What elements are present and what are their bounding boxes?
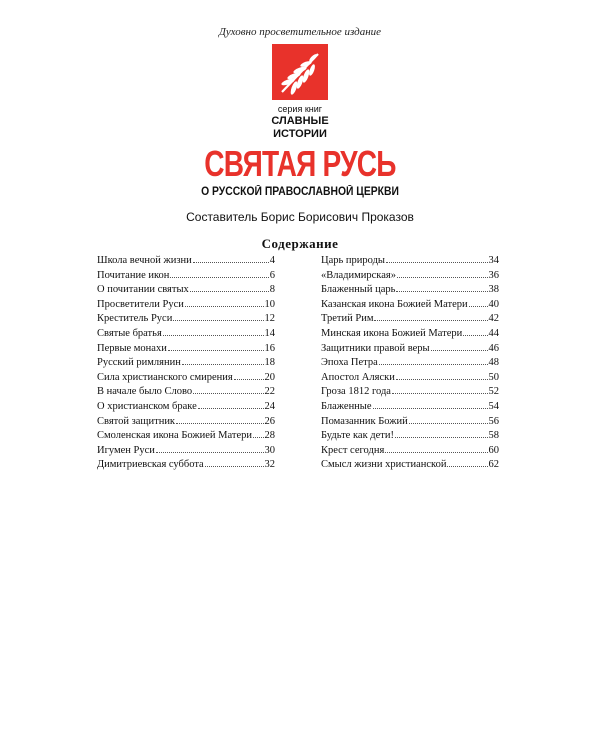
toc-entry-title: О христианском браке (97, 400, 197, 412)
toc-entry (97, 385, 275, 400)
toc-leader-dots (409, 415, 488, 424)
series-name-line1: СЛАВНЫЕ (271, 115, 329, 127)
toc-entry (321, 371, 499, 386)
toc-entry-page: 20 (264, 371, 275, 383)
toc-entry-title: Смоленская икона Божией Матери (97, 430, 252, 442)
toc-leader-dots (185, 298, 264, 307)
series-label: серия книг (277, 104, 323, 114)
toc-entry-title: Царь природы (321, 255, 385, 266)
toc-entry (97, 269, 275, 284)
toc-entry (321, 298, 499, 313)
toc-leader-dots (193, 385, 263, 394)
toc-leader-dots (392, 385, 488, 394)
toc-leader-dots (156, 444, 264, 453)
toc-entry (97, 283, 275, 298)
toc-entry-title: Третий Рим (321, 313, 374, 325)
toc-entry (97, 327, 275, 342)
toc-entry-title: Защитники правой веры (321, 342, 430, 354)
toc-entry (321, 400, 499, 415)
toc-leader-dots (385, 444, 487, 453)
toc-entry-title: Почитание икон (97, 269, 170, 281)
edition-label: Духовно просветительное издание (218, 26, 382, 38)
toc-entry (321, 254, 499, 269)
toc-entry-page: 60 (488, 444, 499, 456)
toc-entry-title: Эпоха Петра (321, 357, 378, 369)
toc-entry (97, 356, 275, 371)
toc-entry (97, 444, 275, 459)
toc-column-right (321, 254, 499, 473)
toc-entry (97, 312, 275, 327)
toc-entry-page: 16 (264, 342, 275, 354)
toc-entry (321, 385, 499, 400)
toc-entry-page: 62 (488, 459, 499, 471)
toc-entry-page: 24 (264, 400, 275, 412)
toc-leader-dots (431, 342, 488, 351)
toc-entry-page: 4 (269, 255, 275, 266)
series-name-line2: ИСТОРИИ (273, 128, 327, 140)
toc-leader-dots (397, 269, 488, 278)
toc-entry-title: Смысл жизни христианской (321, 459, 447, 471)
toc-entry-title: Минская икона Божией Матери (321, 327, 463, 339)
toc-entry (97, 254, 275, 269)
toc-entry-page: 58 (488, 430, 499, 442)
toc-entry-title: Блаженный царь (321, 284, 396, 296)
toc-entry-title: В начале было Слово (97, 386, 193, 398)
toc-entry-page: 46 (488, 342, 499, 354)
toc-heading: Содержание (261, 236, 339, 251)
toc-entry (97, 371, 275, 386)
toc-entry (97, 415, 275, 430)
toc-leader-dots (205, 458, 264, 467)
toc-entry-page: 6 (269, 269, 275, 281)
toc-entry (321, 342, 499, 357)
toc-entry-page: 44 (488, 327, 499, 339)
series-logo (272, 44, 328, 100)
toc-entry (97, 400, 275, 415)
toc-entry-page: 22 (264, 386, 275, 398)
toc-entry (321, 458, 499, 473)
toc-entry-page: 50 (488, 371, 499, 383)
toc-leader-dots (253, 429, 264, 438)
toc-entry-page: 52 (488, 386, 499, 398)
toc-entry-page: 34 (488, 255, 499, 266)
toc-entry-page: 8 (269, 284, 275, 296)
toc-leader-dots (163, 327, 264, 336)
toc-entry (321, 415, 499, 430)
toc-leader-dots (463, 327, 487, 336)
book-title: СВЯТАЯ РУСЬ (204, 143, 396, 184)
toc-leader-dots (168, 342, 264, 351)
toc-entry-page: 54 (488, 400, 499, 412)
toc-leader-dots (395, 429, 488, 438)
toc-entry (321, 269, 499, 284)
toc-entry-page: 14 (264, 327, 275, 339)
toc-leader-dots (198, 400, 264, 409)
toc-entry-page: 36 (488, 269, 499, 281)
toc-entry-page: 26 (264, 415, 275, 427)
toc-entry-title: Святой защитник (97, 415, 176, 427)
toc-entry-title: Апостол Аляски (321, 371, 395, 383)
toc-entry (97, 458, 275, 473)
toc-leader-dots (176, 415, 263, 424)
toc-entry-title: Будьте как дети! (321, 430, 394, 442)
toc-entry-title: Первые монахи (97, 342, 167, 354)
toc-entry (97, 342, 275, 357)
toc-entry-page: 48 (488, 357, 499, 369)
toc-column-left (97, 254, 275, 473)
toc-entry-title: Блаженные (321, 400, 372, 412)
toc-entry-page: 32 (264, 459, 275, 471)
toc-entry-page: 28 (264, 430, 275, 442)
toc-entry (321, 283, 499, 298)
toc-entry-title: Сила христианского смирения (97, 371, 233, 383)
toc-entry-page: 12 (264, 313, 275, 325)
toc-leader-dots (379, 356, 488, 365)
laurel-branch-icon (272, 44, 328, 100)
toc-leader-dots (374, 312, 487, 321)
compiler-line: Составитель Борис Борисович Проказов (186, 210, 414, 224)
book-subtitle: О РУССКОЙ ПРАВОСЛАВНОЙ ЦЕРКВИ (201, 186, 399, 198)
toc-leader-dots (173, 312, 263, 321)
toc-entry (321, 356, 499, 371)
toc-entry-title: Димитриевская суббота (97, 459, 204, 471)
toc-entry (97, 429, 275, 444)
toc-leader-dots (396, 371, 488, 380)
toc-entry-title: Просветители Руси (97, 298, 184, 310)
toc-leader-dots (386, 254, 488, 263)
toc-leader-dots (170, 269, 268, 278)
toc-entry-title: Школа вечной жизни (97, 255, 192, 266)
toc-entry (321, 312, 499, 327)
toc-entry-title: «Владимирская» (321, 269, 396, 281)
toc-leader-dots (469, 298, 488, 307)
toc-entry-title: Игумен Руси (97, 444, 155, 456)
toc-entry (321, 429, 499, 444)
toc-entry (321, 327, 499, 342)
toc-entry-title: Русский римлянин (97, 357, 181, 369)
toc-entry-title: Помазанник Божий (321, 415, 408, 427)
toc-entry-page: 56 (488, 415, 499, 427)
toc-leader-dots (182, 356, 264, 365)
toc-leader-dots (373, 400, 488, 409)
toc-entry-title: Крест сегодня (321, 444, 385, 456)
toc-leader-dots (190, 283, 269, 292)
toc-entry-page: 30 (264, 444, 275, 456)
toc-entry-page: 10 (264, 298, 275, 310)
toc-entry-title: Святые братья (97, 327, 162, 339)
toc-entry (97, 298, 275, 313)
toc-leader-dots (396, 283, 487, 292)
toc-leader-dots (234, 371, 264, 380)
toc-entry-title: Гроза 1812 года (321, 386, 391, 398)
toc-entry-page: 38 (488, 284, 499, 296)
toc-entry-title: О почитании святых (97, 284, 189, 296)
toc-leader-dots (447, 458, 487, 467)
toc-entry-title: Креститель Руси (97, 313, 173, 325)
toc-entry-page: 42 (488, 313, 499, 325)
toc-entry (321, 444, 499, 459)
toc-leader-dots (193, 254, 269, 263)
toc-entry-page: 18 (264, 357, 275, 369)
toc-entry-title: Казанская икона Божией Матери (321, 298, 468, 310)
toc-entry-page: 40 (488, 298, 499, 310)
